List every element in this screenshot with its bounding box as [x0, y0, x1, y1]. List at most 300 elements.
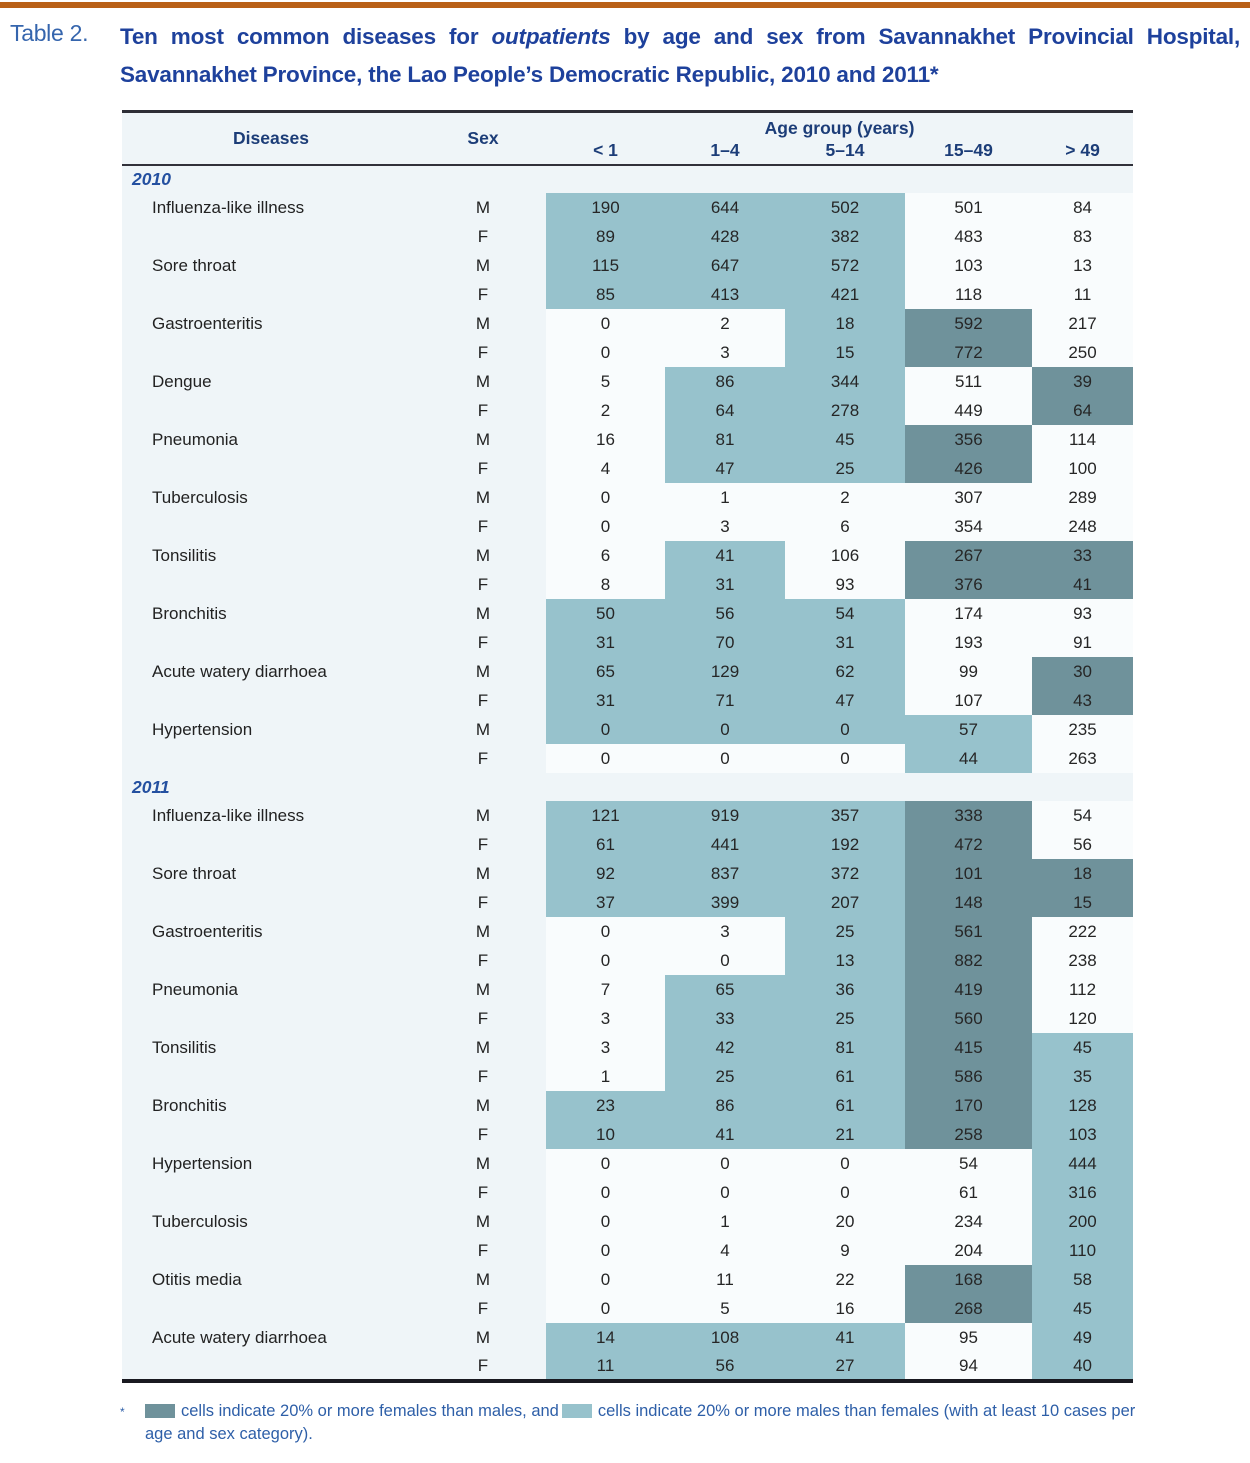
table-row	[122, 1149, 1133, 1178]
value-cell: 316	[1032, 1178, 1133, 1207]
value-cell: 99	[905, 657, 1032, 686]
value-cell: 16	[785, 1294, 905, 1323]
value-cell: 61	[785, 1062, 905, 1091]
value-cell: 92	[546, 859, 665, 888]
value-cell: 444	[1032, 1149, 1133, 1178]
value-cell: 278	[785, 396, 905, 425]
table-title	[120, 18, 1240, 94]
value-cell: 586	[905, 1062, 1032, 1091]
value-cell: 3	[546, 1033, 665, 1062]
value-cell: 0	[546, 1149, 665, 1178]
value-cell: 1	[665, 483, 785, 512]
value-cell: 84	[1032, 193, 1133, 222]
sex-cell: F	[477, 342, 489, 362]
value-cell: 307	[905, 483, 1032, 512]
table-row	[122, 599, 1133, 628]
table-row	[122, 367, 1133, 396]
table-row	[122, 512, 1133, 541]
disease-cell: Tonsilitis	[152, 1037, 217, 1057]
value-cell: 6	[546, 541, 665, 570]
sex-cell: M	[475, 1037, 491, 1057]
value-cell: 41	[1032, 570, 1133, 599]
table-row	[122, 280, 1133, 309]
table-row	[122, 570, 1133, 599]
table-row	[122, 801, 1133, 830]
title-text-italic: outpatients	[491, 24, 611, 49]
disease-cell: Dengue	[152, 371, 212, 391]
value-cell: 207	[785, 888, 905, 917]
value-cell: 61	[905, 1178, 1032, 1207]
value-cell: 338	[905, 801, 1032, 830]
disease-cell	[122, 686, 420, 715]
value-cell: 2	[665, 309, 785, 338]
table-row	[122, 657, 1133, 686]
title-text-post: by age and sex from Savannakhet Provincial Hospital, Savannakhet Province, the Lao People’s Democratic Republic, 2010 and 2011*	[120, 24, 1240, 87]
value-cell: 25	[785, 917, 905, 946]
disease-cell	[122, 946, 420, 975]
table-row	[122, 454, 1133, 483]
value-cell: 0	[785, 715, 905, 744]
value-cell: 0	[546, 1265, 665, 1294]
value-cell: 192	[785, 830, 905, 859]
sex-cell: F	[477, 632, 489, 652]
value-cell: 344	[785, 367, 905, 396]
value-cell: 0	[785, 744, 905, 773]
value-cell: 421	[785, 280, 905, 309]
footnote-text	[145, 1400, 1138, 1446]
value-cell: 121	[546, 801, 665, 830]
sex-cell: F	[477, 690, 489, 710]
disease-cell	[122, 1120, 420, 1149]
table-row	[122, 1091, 1133, 1120]
value-cell: 413	[665, 280, 785, 309]
value-cell: 357	[785, 801, 905, 830]
disease-cell: Tonsilitis	[152, 545, 217, 565]
value-cell: 31	[546, 686, 665, 715]
disease-cell	[122, 628, 420, 657]
disease-cell: Tuberculosis	[152, 1211, 248, 1231]
value-cell: 31	[785, 628, 905, 657]
value-cell: 106	[785, 541, 905, 570]
title-text-pre: Ten most common diseases for	[120, 24, 492, 49]
value-cell: 20	[785, 1207, 905, 1236]
table-row	[122, 396, 1133, 425]
value-cell: 1	[665, 1207, 785, 1236]
sex-cell: F	[477, 226, 489, 246]
light-highlight-swatch	[562, 1404, 592, 1418]
sex-cell: F	[477, 834, 489, 854]
value-cell: 372	[785, 859, 905, 888]
value-cell: 502	[785, 193, 905, 222]
value-cell: 0	[546, 715, 665, 744]
sex-cell: M	[475, 371, 491, 391]
sex-cell: F	[477, 1124, 489, 1144]
disease-cell	[122, 1236, 420, 1265]
table-row	[122, 1207, 1133, 1236]
table-row	[122, 309, 1133, 338]
sex-cell: F	[477, 284, 489, 304]
table-row	[122, 830, 1133, 859]
value-cell: 43	[1032, 686, 1133, 715]
sex-cell: M	[475, 921, 491, 941]
value-cell: 47	[665, 454, 785, 483]
disease-cell: Hypertension	[152, 1153, 253, 1173]
sex-cell: M	[475, 719, 491, 739]
sex-cell: F	[477, 1066, 489, 1086]
value-cell: 5	[546, 367, 665, 396]
value-cell: 0	[546, 946, 665, 975]
value-cell: 428	[665, 222, 785, 251]
value-cell: 234	[905, 1207, 1032, 1236]
value-cell: 22	[785, 1265, 905, 1294]
value-cell: 168	[905, 1265, 1032, 1294]
disease-cell: Sore throat	[152, 255, 237, 275]
value-cell: 85	[546, 280, 665, 309]
disease-cell: Pneumonia	[152, 429, 239, 449]
value-cell: 16	[546, 425, 665, 454]
value-cell: 129	[665, 657, 785, 686]
value-cell: 93	[1032, 599, 1133, 628]
footnote-part2: cells indicate 20% or more males than females (with at least 10 cases per age and sex category).	[145, 1402, 1136, 1443]
value-cell: 18	[1032, 859, 1133, 888]
table-body	[122, 165, 1133, 1381]
value-cell: 2	[546, 396, 665, 425]
value-cell: 644	[665, 193, 785, 222]
value-cell: 248	[1032, 512, 1133, 541]
value-cell: 103	[905, 251, 1032, 280]
sex-cell: F	[477, 1240, 489, 1260]
value-cell: 57	[905, 715, 1032, 744]
value-cell: 5	[665, 1294, 785, 1323]
value-cell: 23	[546, 1091, 665, 1120]
value-cell: 258	[905, 1120, 1032, 1149]
value-cell: 0	[546, 309, 665, 338]
table-row	[122, 541, 1133, 570]
disease-cell: Bronchitis	[152, 603, 227, 623]
value-cell: 47	[785, 686, 905, 715]
disease-cell	[122, 1294, 420, 1323]
value-cell: 21	[785, 1120, 905, 1149]
value-cell: 91	[1032, 628, 1133, 657]
value-cell: 0	[546, 1178, 665, 1207]
value-cell: 95	[905, 1323, 1032, 1352]
value-cell: 114	[1032, 425, 1133, 454]
value-cell: 70	[665, 628, 785, 657]
value-cell: 31	[665, 570, 785, 599]
disease-cell	[122, 280, 420, 309]
year-section-row	[122, 165, 1133, 193]
value-cell: 592	[905, 309, 1032, 338]
value-cell: 118	[905, 280, 1032, 309]
sex-cell: M	[475, 805, 491, 825]
value-cell: 263	[1032, 744, 1133, 773]
table-row	[122, 193, 1133, 222]
value-cell: 0	[785, 1178, 905, 1207]
value-cell: 0	[665, 1149, 785, 1178]
column-header-age-lt1: < 1	[593, 139, 618, 160]
disease-cell	[122, 1178, 420, 1207]
value-cell: 0	[546, 1294, 665, 1323]
disease-cell: Sore throat	[152, 863, 237, 883]
value-cell: 15	[1032, 888, 1133, 917]
value-cell: 356	[905, 425, 1032, 454]
value-cell: 170	[905, 1091, 1032, 1120]
sex-cell: F	[477, 574, 489, 594]
value-cell: 103	[1032, 1120, 1133, 1149]
value-cell: 0	[665, 715, 785, 744]
value-cell: 647	[665, 251, 785, 280]
table-row	[122, 1004, 1133, 1033]
sex-cell: M	[475, 429, 491, 449]
value-cell: 511	[905, 367, 1032, 396]
disease-cell	[122, 1062, 420, 1091]
value-cell: 217	[1032, 309, 1133, 338]
table-row	[122, 946, 1133, 975]
value-cell: 41	[665, 1120, 785, 1149]
value-cell: 268	[905, 1294, 1032, 1323]
value-cell: 419	[905, 975, 1032, 1004]
table-row	[122, 1033, 1133, 1062]
disease-cell: Influenza-like illness	[152, 805, 305, 825]
value-cell: 0	[546, 1207, 665, 1236]
value-cell: 193	[905, 628, 1032, 657]
value-cell: 11	[665, 1265, 785, 1294]
table-row	[122, 1120, 1133, 1149]
table-row	[122, 888, 1133, 917]
disease-cell	[122, 454, 420, 483]
value-cell: 27	[785, 1352, 905, 1381]
value-cell: 0	[546, 744, 665, 773]
sex-cell: F	[477, 1298, 489, 1318]
sex-cell: M	[475, 603, 491, 623]
column-header-age-gt49: > 49	[1065, 139, 1100, 160]
value-cell: 45	[785, 425, 905, 454]
value-cell: 0	[546, 917, 665, 946]
disease-cell	[122, 830, 420, 859]
value-cell: 45	[1032, 1294, 1133, 1323]
value-cell: 250	[1032, 338, 1133, 367]
column-header-age-1-4: 1–4	[710, 139, 740, 160]
value-cell: 0	[665, 946, 785, 975]
value-cell: 0	[665, 1178, 785, 1207]
value-cell: 120	[1032, 1004, 1133, 1033]
table-row	[122, 686, 1133, 715]
value-cell: 64	[1032, 396, 1133, 425]
table-row	[122, 483, 1133, 512]
sex-cell: M	[475, 197, 491, 217]
table-row	[122, 425, 1133, 454]
disease-cell: Influenza-like illness	[152, 197, 305, 217]
value-cell: 1	[546, 1062, 665, 1091]
footnote-part1: cells indicate 20% or more females than males, and	[181, 1402, 559, 1420]
value-cell: 33	[1032, 541, 1133, 570]
value-cell: 25	[785, 1004, 905, 1033]
value-cell: 54	[1032, 801, 1133, 830]
sex-cell: M	[475, 545, 491, 565]
value-cell: 882	[905, 946, 1032, 975]
value-cell: 81	[785, 1033, 905, 1062]
disease-cell: Gastroenteritis	[152, 921, 263, 941]
value-cell: 148	[905, 888, 1032, 917]
value-cell: 0	[546, 338, 665, 367]
value-cell: 83	[1032, 222, 1133, 251]
sex-cell: M	[475, 313, 491, 333]
sex-cell: M	[475, 1327, 491, 1347]
value-cell: 44	[905, 744, 1032, 773]
value-cell: 128	[1032, 1091, 1133, 1120]
sex-cell: F	[477, 748, 489, 768]
value-cell: 64	[665, 396, 785, 425]
value-cell: 3	[665, 917, 785, 946]
sex-cell: F	[477, 400, 489, 420]
value-cell: 100	[1032, 454, 1133, 483]
value-cell: 0	[665, 744, 785, 773]
year-section-row	[122, 773, 1133, 801]
value-cell: 354	[905, 512, 1032, 541]
footnote	[120, 1400, 1138, 1446]
disease-cell	[122, 1004, 420, 1033]
sex-cell: F	[477, 1182, 489, 1202]
value-cell: 3	[546, 1004, 665, 1033]
value-cell: 0	[785, 1149, 905, 1178]
column-header-age-5-14: 5–14	[825, 139, 865, 160]
value-cell: 89	[546, 222, 665, 251]
value-cell: 15	[785, 338, 905, 367]
value-cell: 382	[785, 222, 905, 251]
value-cell: 449	[905, 396, 1032, 425]
column-header-age-15-49: 15–49	[944, 139, 993, 160]
table-row	[122, 1236, 1133, 1265]
value-cell: 267	[905, 541, 1032, 570]
disease-cell: Bronchitis	[152, 1095, 227, 1115]
column-header-sex: Sex	[467, 128, 499, 148]
table-row	[122, 1294, 1133, 1323]
value-cell: 561	[905, 917, 1032, 946]
disease-cell	[122, 222, 420, 251]
value-cell: 174	[905, 599, 1032, 628]
value-cell: 222	[1032, 917, 1133, 946]
value-cell: 9	[785, 1236, 905, 1265]
value-cell: 4	[546, 454, 665, 483]
column-header-age-group: Age group (years)	[764, 118, 915, 138]
sex-cell: M	[475, 1269, 491, 1289]
disease-cell: Otitis media	[152, 1269, 242, 1289]
value-cell: 41	[785, 1323, 905, 1352]
value-cell: 71	[665, 686, 785, 715]
disease-cell: Hypertension	[152, 719, 253, 739]
sex-cell: F	[477, 1355, 489, 1375]
disease-cell	[122, 396, 420, 425]
sex-cell: M	[475, 1153, 491, 1173]
value-cell: 8	[546, 570, 665, 599]
value-cell: 36	[785, 975, 905, 1004]
value-cell: 472	[905, 830, 1032, 859]
table-row	[122, 222, 1133, 251]
value-cell: 40	[1032, 1352, 1133, 1381]
value-cell: 6	[785, 512, 905, 541]
value-cell: 560	[905, 1004, 1032, 1033]
table-row	[122, 628, 1133, 657]
value-cell: 30	[1032, 657, 1133, 686]
sex-cell: M	[475, 487, 491, 507]
table-row	[122, 917, 1133, 946]
value-cell: 11	[546, 1352, 665, 1381]
value-cell: 108	[665, 1323, 785, 1352]
value-cell: 65	[546, 657, 665, 686]
value-cell: 81	[665, 425, 785, 454]
value-cell: 13	[785, 946, 905, 975]
value-cell: 42	[665, 1033, 785, 1062]
sex-cell: F	[477, 458, 489, 478]
value-cell: 483	[905, 222, 1032, 251]
value-cell: 426	[905, 454, 1032, 483]
dark-highlight-swatch	[145, 1404, 175, 1418]
sex-cell: M	[475, 661, 491, 681]
data-table	[122, 110, 1133, 1383]
value-cell: 115	[546, 251, 665, 280]
table-row	[122, 1062, 1133, 1091]
value-cell: 25	[785, 454, 905, 483]
value-cell: 86	[665, 367, 785, 396]
value-cell: 65	[665, 975, 785, 1004]
value-cell: 0	[546, 512, 665, 541]
value-cell: 837	[665, 859, 785, 888]
value-cell: 7	[546, 975, 665, 1004]
sex-cell: M	[475, 255, 491, 275]
value-cell: 376	[905, 570, 1032, 599]
value-cell: 94	[905, 1352, 1032, 1381]
value-cell: 45	[1032, 1033, 1133, 1062]
table-row	[122, 975, 1133, 1004]
value-cell: 18	[785, 309, 905, 338]
disease-cell	[122, 512, 420, 541]
sex-cell: F	[477, 892, 489, 912]
table-number-label: Table 2.	[10, 20, 89, 46]
disease-cell	[122, 1352, 420, 1381]
value-cell: 415	[905, 1033, 1032, 1062]
value-cell: 3	[665, 338, 785, 367]
value-cell: 2	[785, 483, 905, 512]
disease-cell: Acute watery diarrhoea	[152, 1327, 327, 1347]
value-cell: 33	[665, 1004, 785, 1033]
value-cell: 54	[905, 1149, 1032, 1178]
year-label: 2011	[132, 776, 170, 797]
disease-cell	[122, 570, 420, 599]
value-cell: 3	[665, 512, 785, 541]
value-cell: 289	[1032, 483, 1133, 512]
value-cell: 61	[546, 830, 665, 859]
value-cell: 93	[785, 570, 905, 599]
disease-cell: Acute watery diarrhoea	[152, 661, 327, 681]
value-cell: 0	[546, 483, 665, 512]
table-row	[122, 744, 1133, 773]
value-cell: 11	[1032, 280, 1133, 309]
disease-cell: Pneumonia	[152, 979, 239, 999]
value-cell: 25	[665, 1062, 785, 1091]
value-cell: 238	[1032, 946, 1133, 975]
value-cell: 13	[1032, 251, 1133, 280]
value-cell: 61	[785, 1091, 905, 1120]
value-cell: 772	[905, 338, 1032, 367]
table-row	[122, 1178, 1133, 1207]
table-caption	[0, 8, 1250, 94]
year-label: 2010	[132, 169, 171, 189]
table-row	[122, 859, 1133, 888]
table-header	[122, 112, 1133, 166]
table-row	[122, 338, 1133, 367]
value-cell: 56	[665, 599, 785, 628]
table-row	[122, 1323, 1133, 1352]
